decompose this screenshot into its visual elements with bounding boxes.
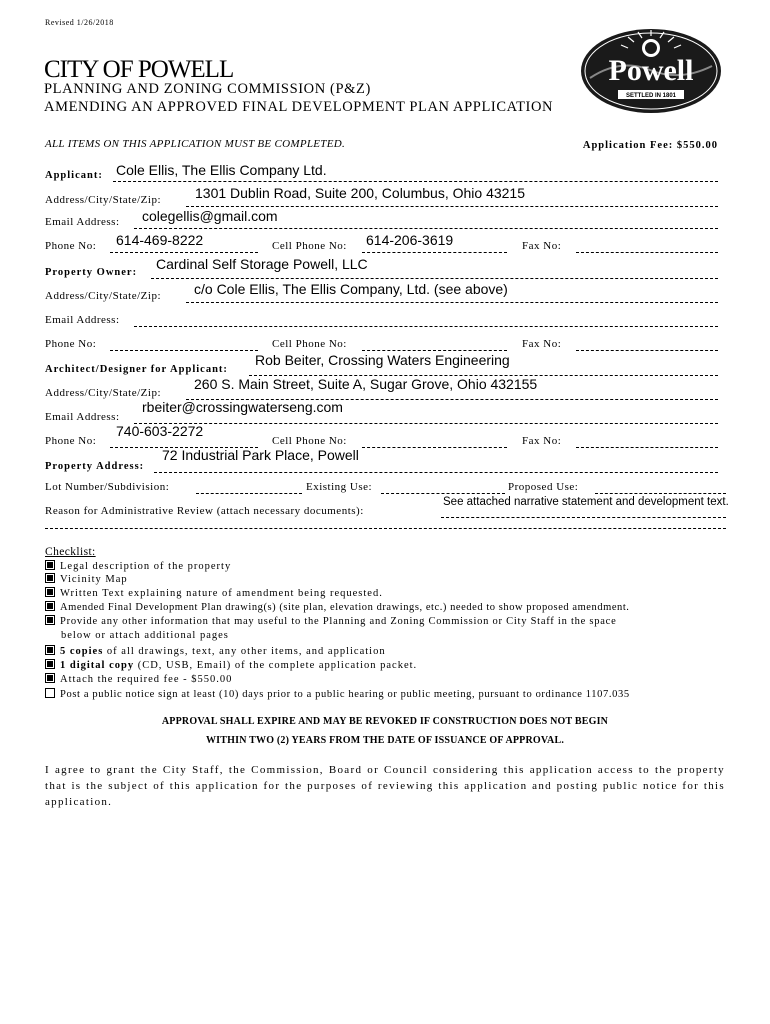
existing-use-label: Existing Use:: [306, 481, 373, 493]
agreement-text: I agree to grant the City Staff, the Commission, Board or Council considering this application access to the property that is the subject of this application for the purposes of reviewing this application and posting public notice for this application.: [45, 764, 725, 808]
checked-box-icon[interactable]: [45, 659, 55, 669]
reason-value: See attached narrative statement and development text.: [443, 496, 729, 508]
approval-notice-line1: APPROVAL SHALL EXPIRE AND MAY BE REVOKED IF CONSTRUCTION DOES NOT BEGIN: [161, 716, 609, 727]
checked-box-icon[interactable]: [45, 601, 55, 611]
architect-fax-field[interactable]: [576, 433, 718, 448]
checklist-item: Vicinity Map: [45, 573, 128, 586]
checklist-item-continued: below or attach additional pages: [61, 630, 229, 641]
proposed-use-field[interactable]: [595, 479, 726, 494]
applicant-email-label: Email Address:: [45, 216, 120, 228]
commission-title: PLANNING AND ZONING COMMISSION (P&Z): [44, 81, 371, 97]
applicant-fax-field[interactable]: [576, 238, 718, 253]
checklist-item: Written Text explaining nature of amendment being requested.: [45, 587, 383, 600]
architect-value: Rob Beiter, Crossing Waters Engineering: [255, 352, 510, 368]
approval-notice-line2: WITHIN TWO (2) YEARS FROM THE DATE OF ISSUANCE OF APPROVAL.: [205, 735, 565, 746]
owner-phone-field[interactable]: [110, 336, 258, 351]
checked-box-icon[interactable]: [45, 560, 55, 570]
owner-value: Cardinal Self Storage Powell, LLC: [156, 256, 368, 272]
applicant-label: Applicant:: [45, 170, 103, 181]
checklist-item: 5 copies of all drawings, text, any other items, and application: [45, 645, 386, 658]
architect-label: Architect/Designer for Applicant:: [45, 364, 228, 375]
applicant-fax-label: Fax No:: [522, 240, 562, 252]
lot-field[interactable]: [196, 479, 302, 494]
checklist-item: 1 digital copy (CD, USB, Email) of the complete application packet.: [45, 659, 417, 672]
owner-cell-field[interactable]: [362, 336, 507, 351]
checklist-item: Provide any other information that may useful to the Planning and Zoning Commission or City Staff in the space: [45, 615, 617, 628]
architect-cell-field[interactable]: [362, 433, 507, 448]
reason-field-line2[interactable]: [45, 514, 726, 529]
checklist-item: Legal description of the property: [45, 560, 231, 573]
checked-box-icon[interactable]: [45, 615, 55, 625]
application-title: AMENDING AN APPROVED FINAL DEVELOPMENT PLAN APPLICATION: [44, 99, 554, 115]
checked-box-icon[interactable]: [45, 673, 55, 683]
architect-phone-value: 740-603-2272: [116, 423, 204, 439]
checklist-title: Checklist:: [45, 546, 96, 558]
lot-label: Lot Number/Subdivision:: [45, 481, 170, 493]
applicant-value: Cole Ellis, The Ellis Company Ltd.: [116, 162, 327, 178]
owner-label: Property Owner:: [45, 267, 138, 278]
architect-address-value: 260 S. Main Street, Suite A, Sugar Grove, Ohio 432155: [194, 376, 538, 392]
applicant-cell-label: Cell Phone No:: [272, 240, 347, 252]
architect-fax-label: Fax No:: [522, 435, 562, 447]
owner-address-value: c/o Cole Ellis, The Ellis Company, Ltd. (see above): [194, 281, 508, 297]
reason-label: Reason for Administrative Review (attach necessary documents):: [45, 505, 364, 517]
revised-date: Revised 1/26/2018: [45, 18, 114, 27]
existing-use-field[interactable]: [381, 479, 505, 494]
checklist-item: Attach the required fee - $550.00: [45, 673, 232, 686]
applicant-email-value: colegellis@gmail.com: [142, 208, 278, 224]
owner-phone-label: Phone No:: [45, 338, 97, 350]
owner-email-field[interactable]: [134, 312, 718, 327]
powell-logo: [580, 28, 722, 114]
owner-address-label: Address/City/State/Zip:: [45, 290, 161, 302]
owner-email-label: Email Address:: [45, 314, 120, 326]
empty-checkbox-icon[interactable]: [45, 688, 55, 698]
applicant-phone-value: 614-469-8222: [116, 232, 204, 248]
applicant-cell-value: 614-206-3619: [366, 232, 454, 248]
applicant-phone-label: Phone No:: [45, 240, 97, 252]
property-address-label: Property Address:: [45, 461, 145, 472]
logo-text: Powell: [608, 54, 694, 87]
proposed-use-label: Proposed Use:: [508, 481, 579, 493]
checked-box-icon[interactable]: [45, 587, 55, 597]
applicant-address-label: Address/City/State/Zip:: [45, 194, 161, 206]
application-fee: Application Fee: $550.00: [582, 140, 718, 151]
architect-phone-label: Phone No:: [45, 435, 97, 447]
city-title: CITY OF POWELL: [44, 56, 234, 83]
applicant-address-value: 1301 Dublin Road, Suite 200, Columbus, Ohio 43215: [195, 185, 525, 201]
architect-address-label: Address/City/State/Zip:: [45, 387, 161, 399]
owner-fax-field[interactable]: [576, 336, 718, 351]
owner-fax-label: Fax No:: [522, 338, 562, 350]
all-items-notice: ALL ITEMS ON THIS APPLICATION MUST BE COMPLETED.: [45, 138, 346, 150]
architect-email-label: Email Address:: [45, 411, 120, 423]
checklist-item: Post a public notice sign at least (10) days prior to a public hearing or public meeting, pursuant to ordinance 1107.035: [45, 688, 630, 701]
checklist-item: Amended Final Development Plan drawing(s) (site plan, elevation drawings, etc.) needed to show proposed amendment.: [45, 601, 629, 614]
architect-email-value: rbeiter@crossingwaterseng.com: [142, 399, 343, 415]
architect-cell-label: Cell Phone No:: [272, 435, 347, 447]
checked-box-icon[interactable]: [45, 645, 55, 655]
owner-cell-label: Cell Phone No:: [272, 338, 347, 350]
checked-box-icon[interactable]: [45, 573, 55, 583]
property-address-value: 72 Industrial Park Place, Powell: [162, 447, 359, 463]
logo-sub-text: SETTLED IN 1801: [625, 93, 677, 99]
